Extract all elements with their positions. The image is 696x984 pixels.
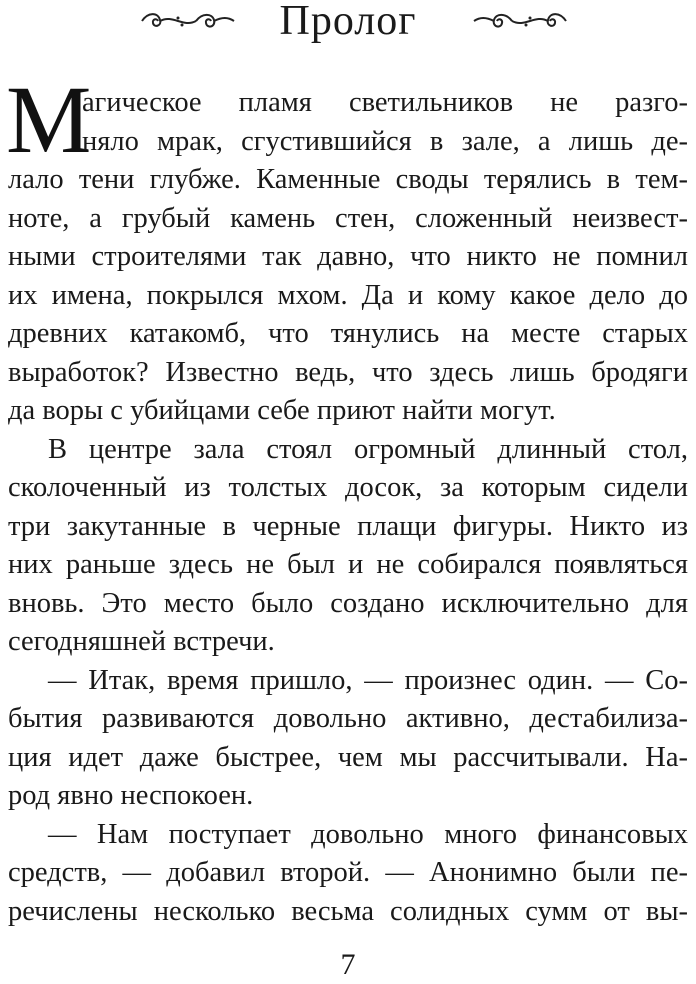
text-line: ноте, а грубый камень стен, сложенный неизвест- xyxy=(8,202,688,234)
text-line: сколоченный из толстых досок, за которым сидели xyxy=(8,472,688,503)
text-line: ция идет даже быстрее, чем мы рассчитывали. На- xyxy=(8,741,688,773)
text-line: — Нам поступает довольно много финансовых xyxy=(48,818,688,850)
chapter-body xyxy=(8,84,688,931)
drop-cap: М xyxy=(6,66,92,173)
text-line: них раньше здесь не был и не собирался появляться xyxy=(8,549,688,580)
text-line: лало тени глубже. Каменные своды терялись в тем- xyxy=(8,164,688,195)
text-line: древних катакомб, что тянулись на месте старых xyxy=(8,318,688,349)
text-line: В центре зала стоял огромный длинный стол, xyxy=(48,433,688,465)
text-line: речислены несколько весьма солидных сумм от вы- xyxy=(8,895,688,927)
flourish-ornament-icon xyxy=(138,8,238,34)
text-line: да воры с убийцами себе приют найти могут. xyxy=(8,395,556,426)
text-line: выработок? Известно ведь, что здесь лишь бродяги xyxy=(8,356,688,388)
flourish-ornament-icon xyxy=(470,8,570,34)
text-line: сегодняшней встречи. xyxy=(8,626,275,657)
text-line: их имена, покрылся мхом. Да и кому какое дело до xyxy=(8,279,688,311)
text-line: средств, — добавил второй. — Анонимно были пе- xyxy=(8,857,688,888)
page-number: 7 xyxy=(340,948,356,981)
text-line: ными строителями так давно, что никто не помнил xyxy=(8,241,688,272)
text-line: вновь. Это место было создано исключительно для xyxy=(8,587,688,619)
text-line: — Итак, время пришло, — произнес один. — Со- xyxy=(48,664,688,696)
text-line: агическое пламя светильников не разго- xyxy=(82,87,688,118)
text-line: няло мрак, сгустившийся в зале, а лишь де- xyxy=(82,125,688,157)
chapter-header xyxy=(0,0,696,44)
text-line: три закутанные в черные плащи фигуры. Никто из xyxy=(8,510,688,542)
chapter-title: Пролог xyxy=(279,0,417,44)
text-line: бытия развиваются довольно активно, дестабилиза- xyxy=(8,703,688,734)
text-line: род явно неспокоен. xyxy=(8,780,254,811)
